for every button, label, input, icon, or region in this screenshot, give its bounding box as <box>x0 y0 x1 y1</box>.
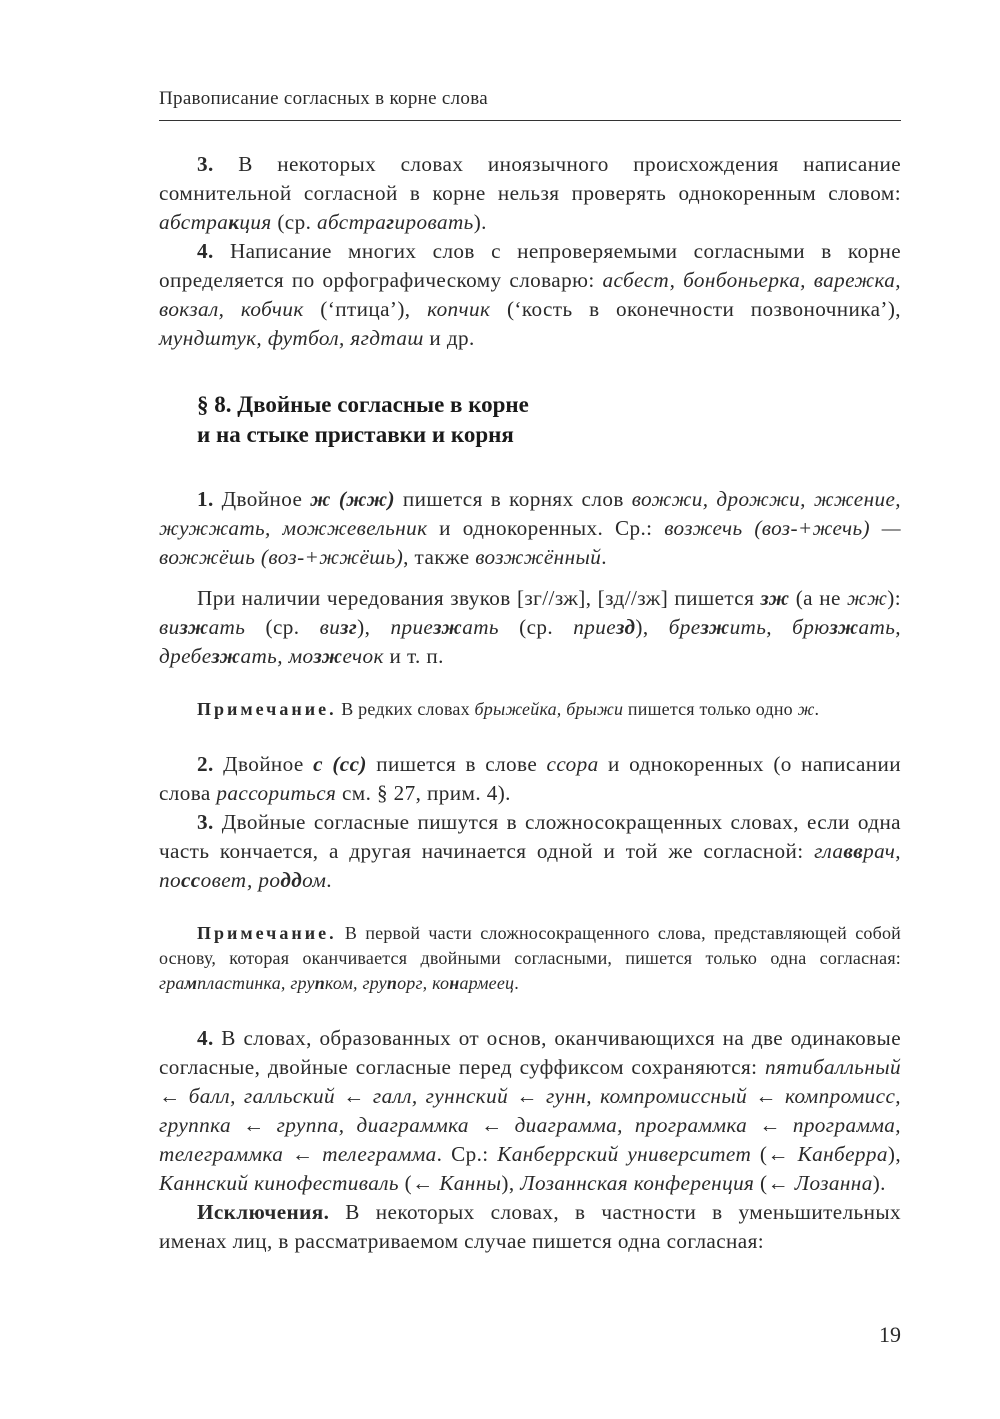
text: В некоторых словах иноязычного происхождения написание сомнительной согласной в корне нельзя проверять однокоренным словом: <box>159 152 901 205</box>
example: приезжать <box>390 615 499 639</box>
section-heading-line-1: § 8. Двойные согласные в корне <box>197 392 529 417</box>
item-number: 4. <box>197 239 214 263</box>
text: и др. <box>423 326 475 350</box>
note-label: Примечание. <box>197 923 337 943</box>
text: Двойное <box>213 752 314 776</box>
text: и однокоренных (о написании слова <box>159 752 901 805</box>
example: абстрагировать <box>317 210 474 234</box>
text: ), <box>357 615 391 639</box>
text: В словах, образованных от основ, оканчивающихся на две одинаковые согласные, двойные согласные перед суффиксом сохраняются: <box>159 1026 901 1079</box>
example: ж <box>797 699 815 719</box>
text: В первой части сложносокращенного слова, представляющей собой основу, которая оканчивается двойными согласными, пишется только одна согласная: <box>159 923 901 968</box>
text: (← <box>751 1142 798 1166</box>
page-number: 19 <box>879 1322 901 1347</box>
text: пишется в слове <box>366 752 547 776</box>
example: Канны <box>439 1171 502 1195</box>
example: грампластинка, групком, групорг, конармеец <box>159 973 515 993</box>
note-label: Примечание. <box>197 699 337 719</box>
example: главврач, поссовет, роддом <box>159 839 901 892</box>
section-paragraph-1 <box>159 485 901 572</box>
text: (а не <box>789 586 848 610</box>
example: пятибалльный ← балл, галльский ← галл, гуннский ← гунн, компромиссный ← компромисс, группка ← группа, диаграммка ← диаграмма, программка ← программа, телеграммка ← телеграмма <box>159 1055 901 1166</box>
text: Двойное <box>213 487 311 511</box>
section-heading <box>197 390 901 450</box>
text: . Ср.: <box>436 1142 498 1166</box>
text: ). <box>872 1171 886 1195</box>
section-paragraph-1b <box>159 584 901 671</box>
running-title: Правописание согласных в корне слова <box>159 88 488 109</box>
note-1 <box>159 697 901 722</box>
example: асбест, бонбоньерка, варежка, вокзал, кобчик <box>159 268 901 321</box>
page-body <box>159 150 901 1256</box>
text: ). <box>473 210 487 234</box>
intro-paragraph-4 <box>159 237 901 353</box>
example: брыжейка, брыжи <box>474 699 624 719</box>
text: . <box>814 699 820 719</box>
text: (‘птица’), <box>303 297 428 321</box>
example: вожжи, дрожжи, жжение, жужжать, можжевельник <box>159 487 901 540</box>
item-number: 3. <box>197 152 214 176</box>
text: ), <box>887 1142 902 1166</box>
example: Канберрский университет <box>497 1142 752 1166</box>
example: ссора <box>546 752 599 776</box>
text: (‘кость в оконечности позвоночника’), <box>490 297 902 321</box>
text: . <box>514 973 519 993</box>
text: (ср. <box>271 210 318 234</box>
highlight: с (сс) <box>313 752 367 776</box>
example: Каннский кинофестиваль <box>159 1171 399 1195</box>
text: (← <box>398 1171 440 1195</box>
exceptions-paragraph <box>159 1198 901 1256</box>
note-2 <box>159 921 901 996</box>
text: ): <box>887 586 901 610</box>
highlight: зж <box>760 586 790 610</box>
text: В некоторых словах, в частности в уменьшительных именах лиц, в рассматриваемом случае пишется одна согласная: <box>159 1200 901 1253</box>
section-paragraph-2 <box>159 750 901 808</box>
text: Двойные согласные пишутся в сложносокращенных словах, если одна часть кончается, а другая начинается одной и той же согласной: <box>159 810 901 863</box>
example: брезжить, брюзжать, дребезжать, мозжечок <box>159 615 901 668</box>
text: ), <box>635 615 669 639</box>
example: возжечь (воз-+жечь) — вожжёшь (воз-+жжёшь) <box>159 516 901 569</box>
item-number: 3. <box>197 810 214 834</box>
item-number: 2. <box>197 752 214 776</box>
highlight: ж (жж) <box>310 487 395 511</box>
example: мундштук, футбол, ягдташ <box>159 326 424 350</box>
text: В редких словах <box>336 699 475 719</box>
text: . <box>601 545 607 569</box>
text: , также <box>403 545 476 569</box>
text: и т. п. <box>383 644 444 668</box>
text: пишется только одно <box>623 699 798 719</box>
text: . <box>326 868 332 892</box>
text: пишется в корнях слов <box>394 487 632 511</box>
text: При наличии чередования звуков [зг//зж], [зд//зж] пишется <box>197 586 761 610</box>
example: жж <box>847 586 888 610</box>
example: Лозанна <box>794 1171 873 1195</box>
example: абстракция <box>159 210 272 234</box>
example: копчик <box>427 297 491 321</box>
example: возжжённый <box>475 545 602 569</box>
section-paragraph-4 <box>159 1024 901 1198</box>
item-number: 4. <box>197 1026 214 1050</box>
example: Лозаннская конференция <box>520 1171 755 1195</box>
text: (ср. <box>498 615 574 639</box>
text: ), <box>501 1171 521 1195</box>
text: (← <box>754 1171 795 1195</box>
intro-paragraph-3 <box>159 150 901 237</box>
running-header <box>159 86 901 121</box>
section-heading-line-2: и на стыке приставки и корня <box>197 422 514 447</box>
example: визжать <box>159 615 246 639</box>
text: см. § 27, прим. 4). <box>336 781 511 805</box>
section-paragraph-3 <box>159 808 901 895</box>
example: рассориться <box>216 781 337 805</box>
example: приезд <box>573 615 636 639</box>
text: Написание многих слов с непроверяемыми согласными в корне определяется по орфографическому словарю: <box>159 239 901 292</box>
item-number: 1. <box>197 487 214 511</box>
example: Канберра <box>797 1142 888 1166</box>
exceptions-label: Исключения. <box>197 1200 330 1224</box>
example: визг <box>319 615 358 639</box>
text: и однокоренных. Ср.: <box>427 516 665 540</box>
text: (ср. <box>245 615 320 639</box>
